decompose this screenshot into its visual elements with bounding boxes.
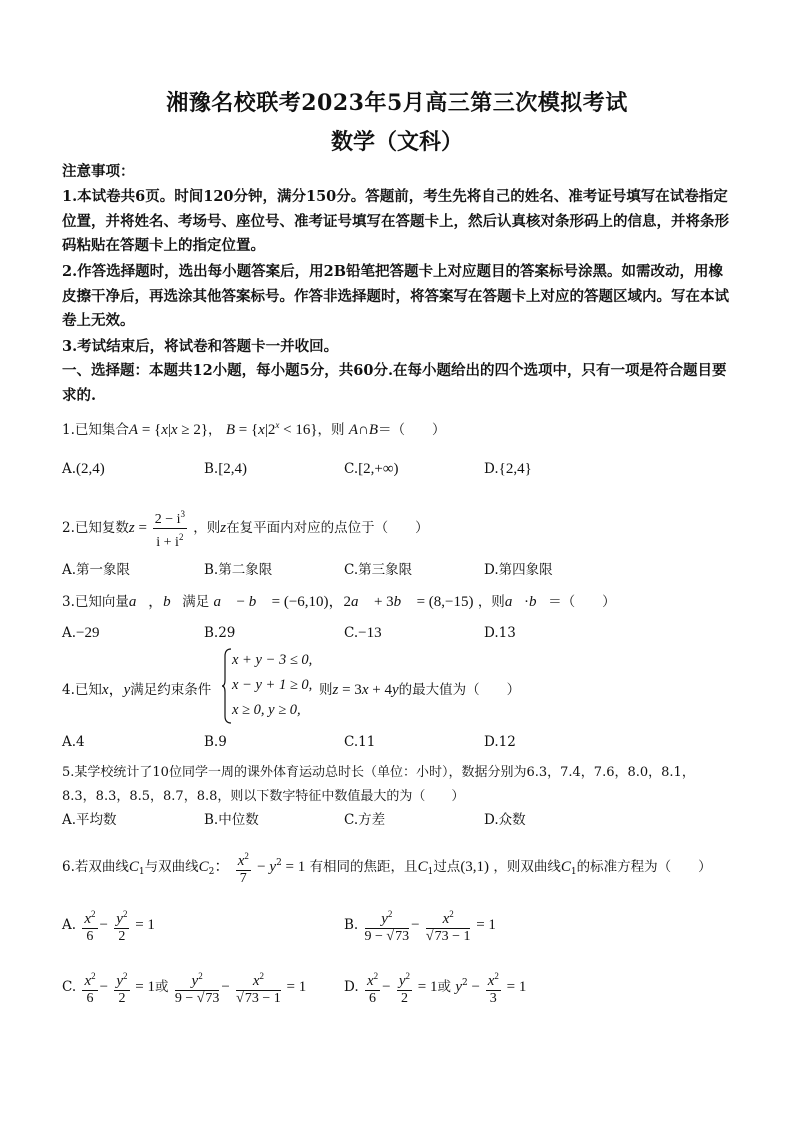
q4-option-b[interactable]: B.9 — [204, 734, 227, 750]
q2-option-c[interactable]: C.第三象限 — [344, 562, 413, 578]
question-5-line-2: 8.3，8.3，8.5，8.7，8.8，则以下数字特征中数值最大的为（ ） — [62, 789, 465, 804]
q3-option-d[interactable]: D.13 — [484, 625, 516, 641]
q1-option-a[interactable]: A.(2,4) — [62, 461, 105, 477]
section-choice-heading: 一、选择题：本题共12小题，每小题5分，共60分.在每小题给出的四个选项中，只有一项是符合题目要求的. — [62, 362, 727, 404]
q2-option-a[interactable]: A.第一象限 — [62, 562, 131, 578]
question-1: 1.已知集合A = {x|x ≥ 2}， $B = \{x|2^x < 16\}$，则 A∩B＝（ ） — [62, 420, 446, 438]
q4-option-a[interactable]: A.4 — [62, 734, 85, 750]
q1-option-c[interactable]: C.[2,+∞) — [344, 461, 399, 477]
q1-option-d[interactable]: D.{2,4} — [484, 461, 532, 477]
q5-option-c[interactable]: C.方差 — [344, 812, 386, 828]
question-2: 2.已知复数z = $\frac{2 - i^3}{i + i^2}$ ，则z在复平面内对应的点位于（ ） — [62, 506, 429, 551]
constraint-system — [232, 648, 312, 723]
question-5-line-1: 5.某学校统计了10位同学一周的课外体育运动总时长（单位：小时），数据分别为6.3，7.4，7.6，8.0，8.1， — [62, 765, 695, 780]
q6-option-a[interactable]: A. $\frac{x^2}{6}$ − $\frac{y^2}{2}$ = 1 — [62, 906, 155, 945]
system-brace-icon — [222, 648, 232, 724]
q3-option-a[interactable]: A.−29 — [62, 625, 100, 641]
q4-option-c[interactable]: C.11 — [344, 734, 376, 750]
q6-option-b[interactable]: B. $\frac{y^2}{9 - √73}$ − $\frac{x^2}{√73 - 1}$ = 1 — [344, 906, 496, 945]
q4-option-d[interactable]: D.12 — [484, 734, 516, 750]
question-6: 6.若双曲线$C_1$与双曲线$C_2$： $\frac{x^2}{7}$ − $y^2 = 1$ 有相同的焦距，且$C_1$过点(3,1) ，则双曲线$C_1$的标准方程为（ ） — [62, 848, 712, 887]
constraint-2: x − y + 1 ≥ 0, — [232, 677, 313, 693]
q5-option-d[interactable]: D.众数 — [484, 812, 526, 828]
q2-option-d[interactable]: D.第四象限 — [484, 562, 553, 578]
q6-option-c[interactable]: C. $\frac{x^2}{6}$ − $\frac{y^2}{2}$ = 1或 $\frac{y^2}{9 - √73}$ − $\frac{x^2}{√73 - 1}$ = 1 — [62, 968, 306, 1007]
q2-option-b[interactable]: B.第二象限 — [204, 562, 273, 578]
notice-item-3: 3.考试结束后，将试卷和答题卡一并收回。 — [62, 338, 339, 355]
q1-option-b[interactable]: B.[2,4) — [204, 461, 247, 477]
notice-item-1: 1.本试卷共6页。时间120分钟，满分150分。答题前，考生先将自己的姓名、准考证号填写在试卷指定位置，并将姓名、考场号、座位号、准考证号填写在答题卡上，然后认真核对条形码上的信息，并将条形码粘贴在答题卡上的指定位置。 — [62, 188, 729, 254]
exam-subject: 数学（文科） — [330, 129, 463, 155]
q5-option-b[interactable]: B.中位数 — [204, 812, 259, 828]
notice-item-2: 2.作答选择题时，选出每小题答案后，用2B铅笔把答题卡上对应题目的答案标号涂黑。如需改动，用橡皮擦干净后，再选涂其他答案标号。作答非选择题时，将答案写在答题卡上对应的答题区域内。写在本试卷上无效。 — [62, 263, 729, 329]
question-4-text: 4.已知x，y满足约束条件 — [62, 682, 212, 698]
constraint-1: x + y − 3 ≤ 0, — [232, 652, 313, 668]
question-3: 3.已知向量a⃗，b⃗满足 a⃗ − b⃗ = (−6,10)，2a⃗ + 3b⃗ = (8,−15) ，则a⃗·b⃗＝（ ） — [62, 594, 616, 610]
question-4-tail: 则z = 3x + 4y的最大值为（ ） — [319, 682, 521, 698]
constraint-3: x ≥ 0, y ≥ 0, — [232, 702, 301, 718]
q3-option-c[interactable]: C.−13 — [344, 625, 382, 641]
q6-option-d[interactable]: D. $\frac{x^2}{6}$ − $\frac{y^2}{2}$ = 1或 $y^2$ − $\frac{x^2}{3}$ = 1 — [344, 968, 526, 1007]
exam-title: 湘豫名校联考2023年5月高三第三次模拟考试 — [166, 90, 628, 116]
q5-option-a[interactable]: A.平均数 — [62, 812, 117, 828]
notice-heading: 注意事项： — [62, 163, 135, 180]
q3-option-b[interactable]: B.29 — [204, 625, 236, 641]
